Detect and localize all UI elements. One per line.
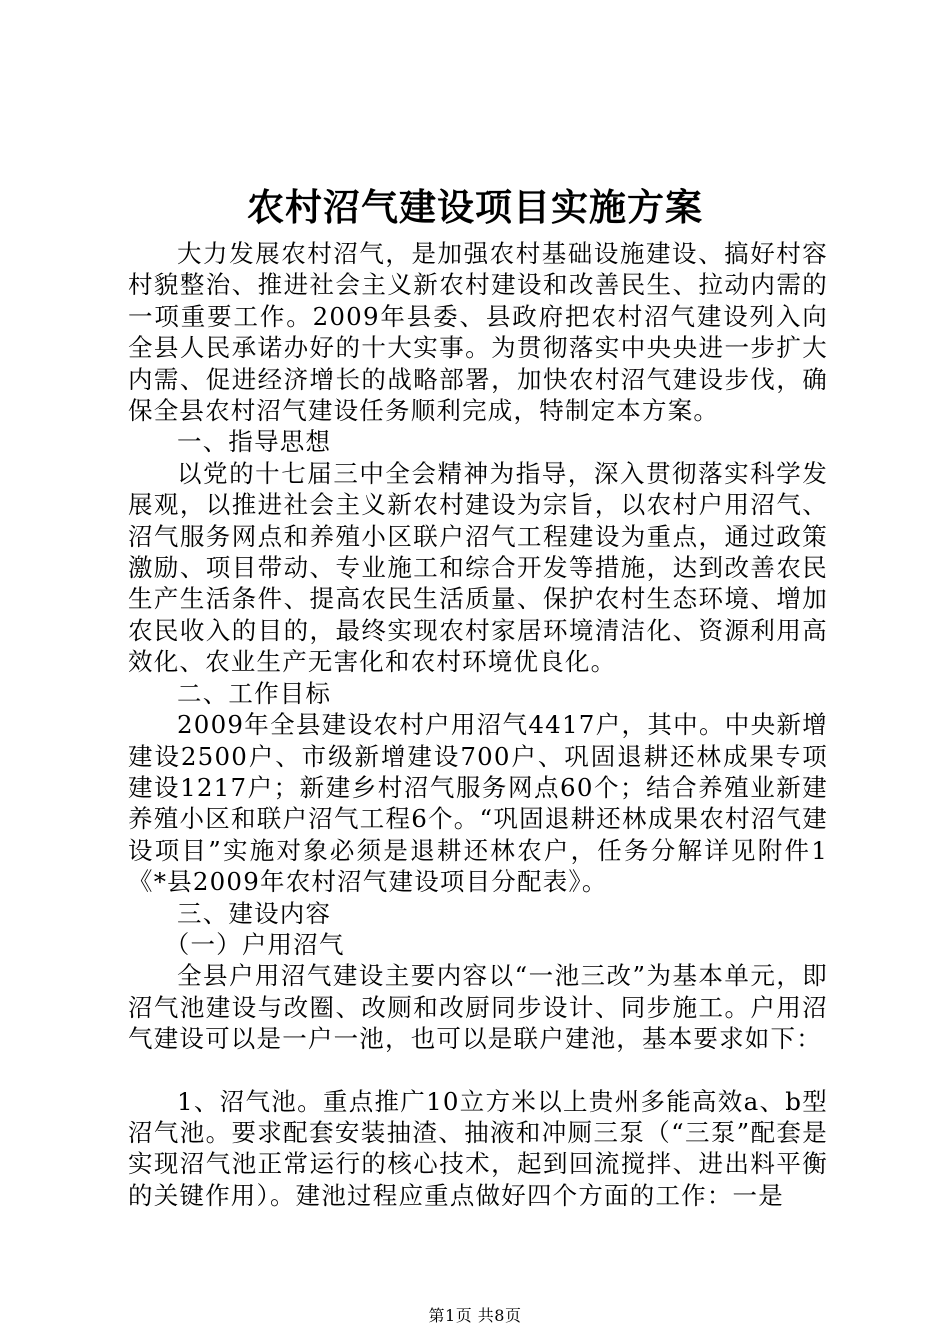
subsection-heading-household-biogas: （一）户用沼气 [164,929,345,959]
biogas-pool-paragraph: 1、沼气池。重点推广10立方米以上贵州多能高效a、b型沼气池。要求配套安装抽渣、抽液和冲厕三泵（“三泵”配套是实现沼气池正常运行的核心技术，起到回流搅拌、进出料平衡的关键作用）。建池过程应重点做好四个方面的工作：一是 [128,1086,828,1210]
household-biogas-paragraph: 全县户用沼气建设主要内容以“一池三改”为基本单元，即沼气池建设与改圈、改厕和改厨同步设计、同步施工。户用沼气建设可以是一户一池，也可以是联户建池，基本要求如下： [128,961,828,1054]
work-goals-paragraph: 2009年全县建设农村户用沼气4417户，其中。中央新增建设2500户、市级新增建设700户、巩固退耕还林成果专项建设1217户；新建乡村沼气服务网点60个；结合养殖业新建养殖小区和联户沼气工程6个。“巩固退耕还林成果农村沼气建设项目”实施对象必须是退耕还林农户，任务分解详见附件1《*县2009年农村沼气建设项目分配表》。 [128,710,828,897]
guiding-ideology-paragraph: 以党的十七届三中全会精神为指导，深入贯彻落实科学发展观，以推进社会主义新农村建设为宗旨，以农村户用沼气、沼气服务网点和养殖小区联户沼气工程建设为重点，通过政策激励、项目带动、专业施工和综合开发等措施，达到改善农民生产生活条件、提高农民生活质量、保护农村生态环境、增加农民收入的目的，最终实现农村家居环境清洁化、资源利用高效化、农业生产无害化和农村环境优良化。 [128,458,828,677]
section-heading-guiding-ideology: 一、指导思想 [177,427,332,457]
section-heading-construction-content: 三、建设内容 [177,898,332,928]
document-title: 农村沼气建设项目实施方案 [247,185,703,229]
section-heading-work-goals: 二、工作目标 [177,678,332,708]
document-body [128,238,828,1211]
intro-paragraph: 大力发展农村沼气，是加强农村基础设施建设、搞好村容村貌整治、推进社会主义新农村建设和改善民生、拉动内需的一项重要工作。2009年县委、县政府把农村沼气建设列入向全县人民承诺办好的十大实事。为贯彻落实中央央进一步扩大内需、促进经济增长的战略部署，加快农村沼气建设步伐，确保全县农村沼气建设任务顺利完成，特制定本方案。 [128,239,828,426]
page-footer: 第1页 共8页 [428,1306,522,1325]
